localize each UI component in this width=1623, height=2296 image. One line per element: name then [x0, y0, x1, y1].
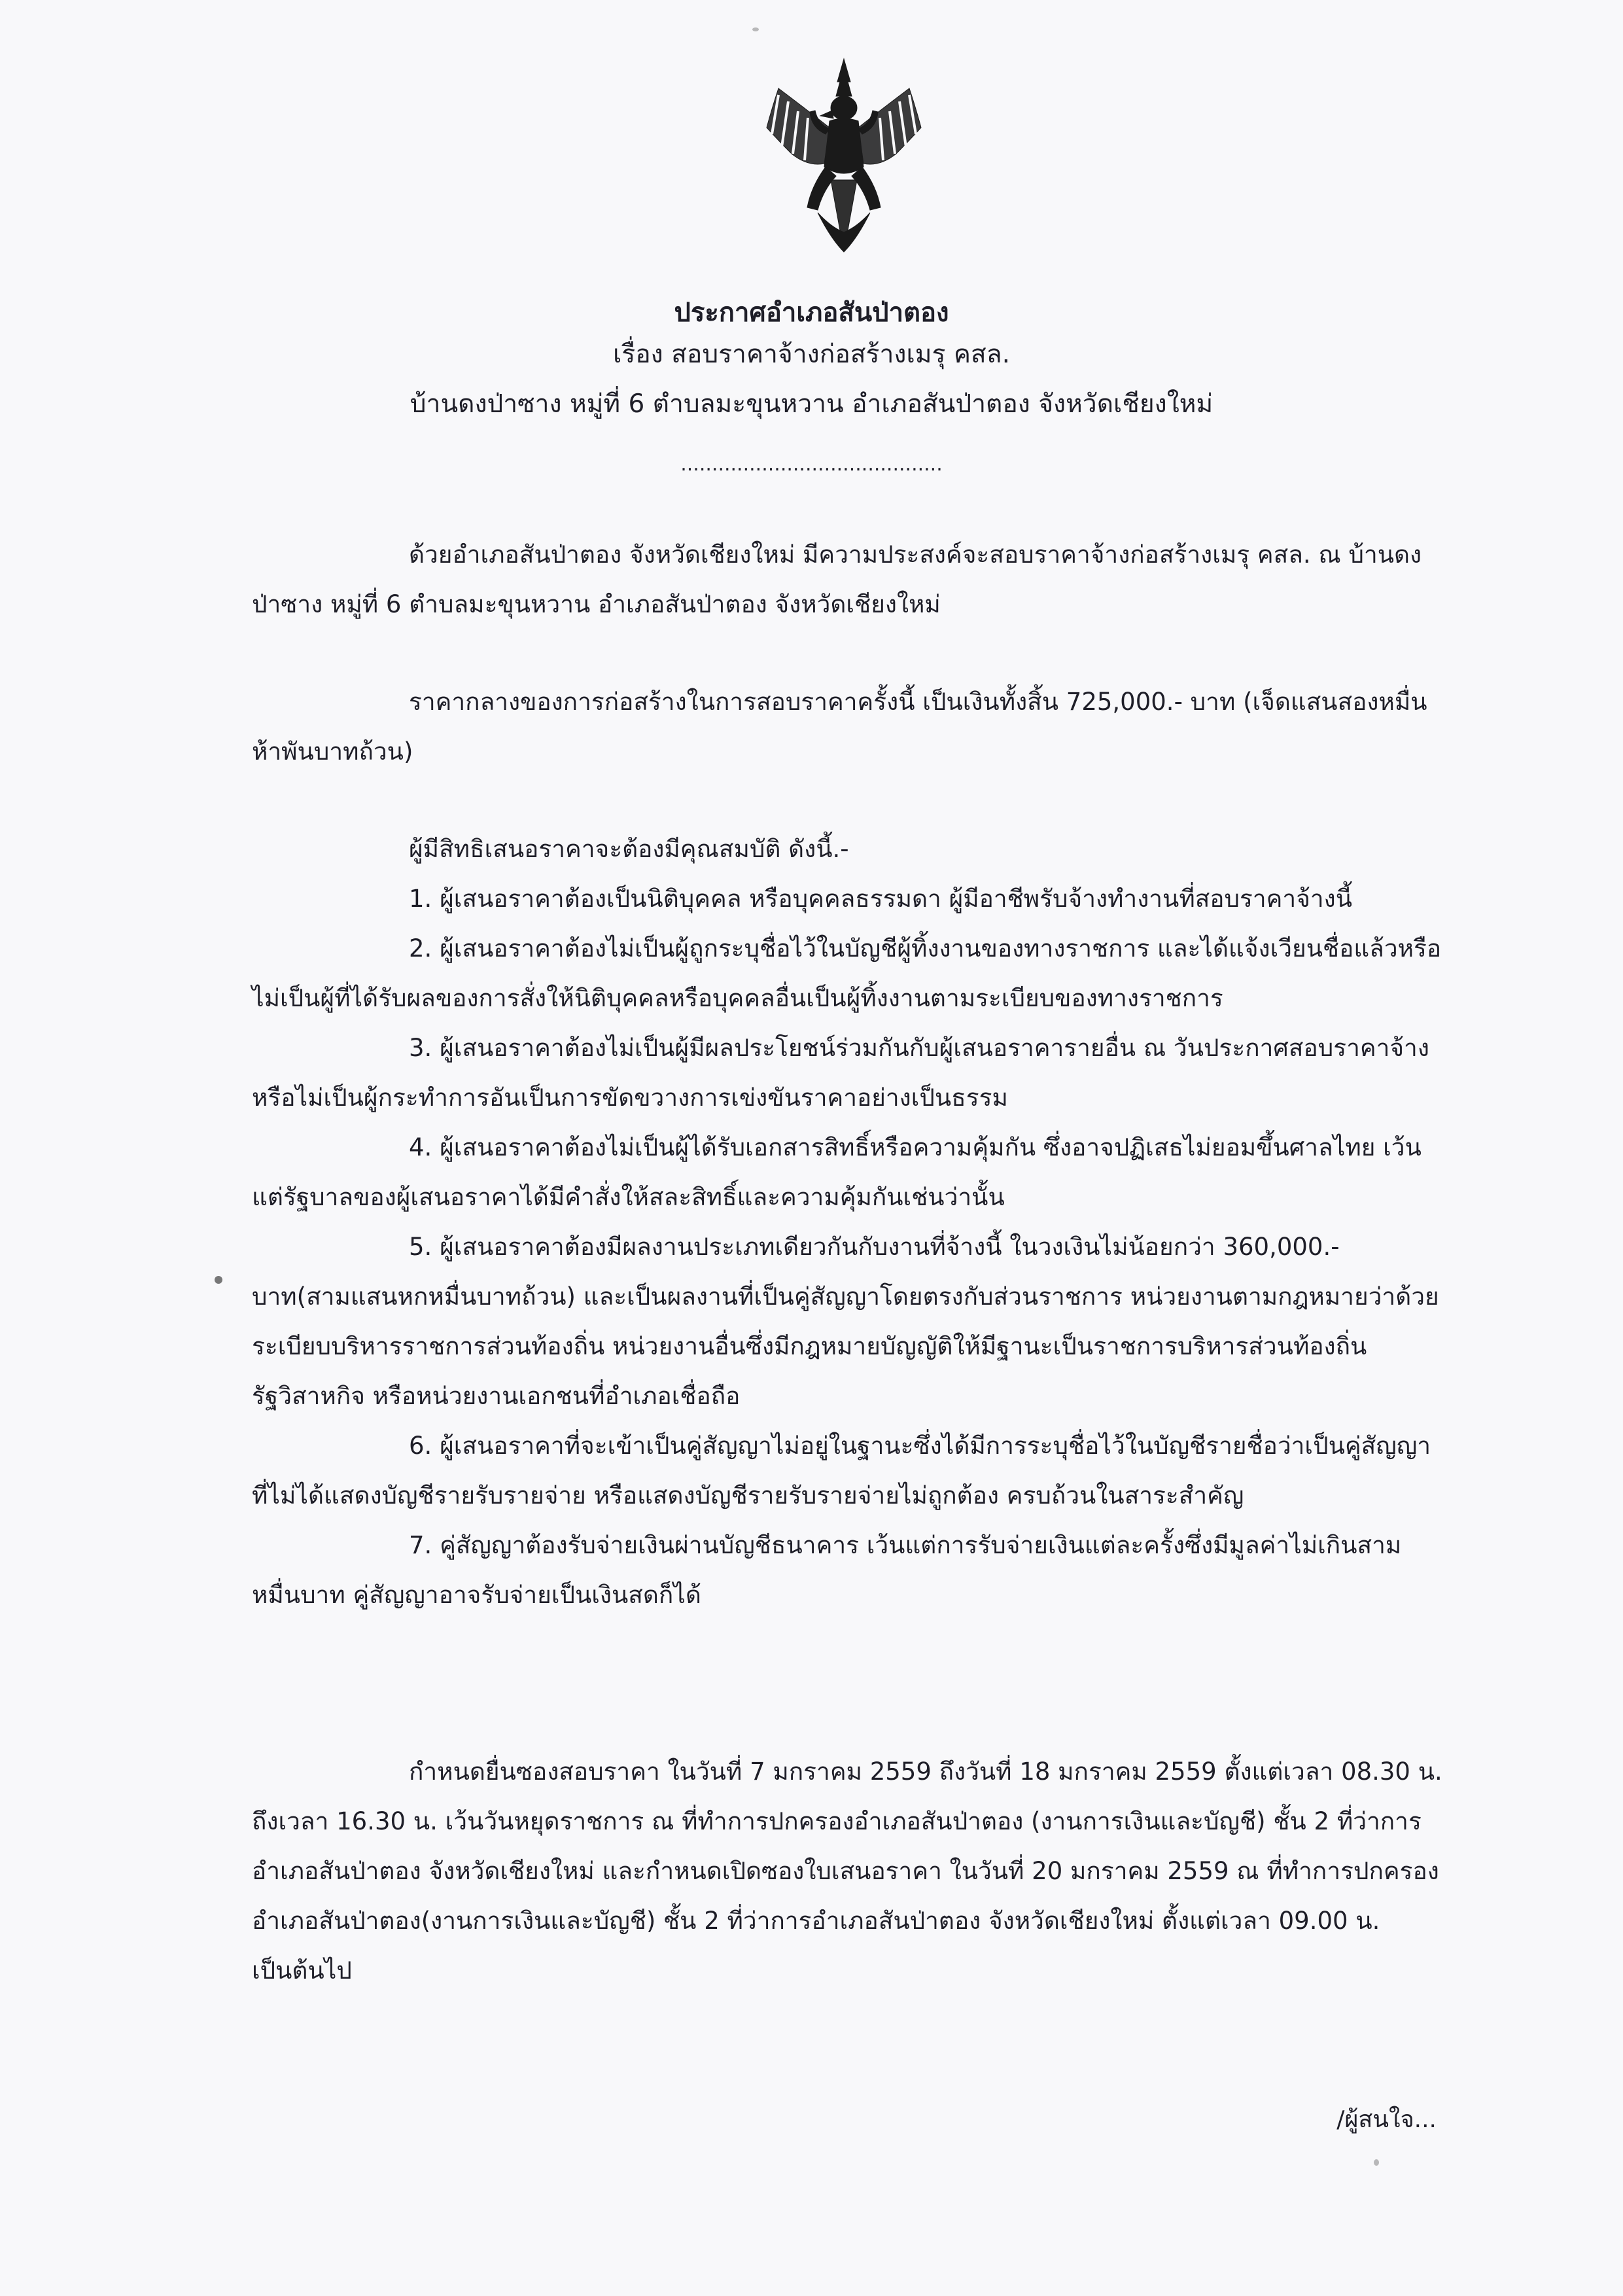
announcement-title: ประกาศอำเภอสันป่าตอง	[674, 298, 949, 328]
announcement-subject: เรื่อง สอบราคาจ้างก่อสร้างเมรุ คสล.	[612, 340, 1011, 369]
qualifications-intro: ผู้มีสิทธิเสนอราคาจะต้องมีคุณสมบัติ ดังนี้.-	[409, 835, 849, 863]
dates-paragraph	[252, 1747, 1442, 1996]
qualification-item: 6. ผู้เสนอราคาที่จะเข้าเป็นคู่สัญญาไม่อยู่ในฐานะซึ่งได้มีการระบุชื่อไว้ในบัญชีรายชื่อว่าเป็นคู่สัญญาที่ไม่ได้แสดงบัญชีรายรับรายจ่าย หรือแสดงบัญชีรายรับรายจ่ายไม่ถูกต้อง ครบถ้วนในสาระสำคัญ	[252, 1432, 1431, 1510]
header-separator: ..........................................	[680, 453, 943, 476]
qualification-item: 1. ผู้เสนอราคาต้องเป็นนิติบุคคล หรือบุคคลธรรมดา ผู้มีอาชีพรับจ้างทำงานที่สอบราคาจ้างนี้	[409, 885, 1353, 913]
garuda-emblem-icon	[752, 56, 935, 265]
qualification-item: 3. ผู้เสนอราคาต้องไม่เป็นผู้มีผลประโยชน์ร่วมกันกับผู้เสนอราคารายอื่น ณ วันประกาศสอบราคาจ้างหรือไม่เป็นผู้กระทำการอันเป็นการขัดขวางการเข่งขันราคาอย่างเป็นธรรม	[252, 1034, 1429, 1112]
qualifications-section	[252, 824, 1442, 1620]
intro-paragraph	[252, 530, 1442, 629]
price-paragraph	[252, 677, 1442, 777]
qualification-item: 4. ผู้เสนอราคาต้องไม่เป็นผู้ได้รับเอกสารสิทธิ์หรือความคุ้มกัน ซึ่งอาจปฏิเสธไม่ยอมขึ้นศาลไทย เว้นแต่รัฐบาลของผู้เสนอราคาได้มีคำสั่งให้สละสิทธิ์และความคุ้มกันเช่นว่านั้น	[252, 1133, 1422, 1211]
scan-speck	[1374, 2159, 1379, 2166]
scan-speck	[752, 27, 759, 31]
qualification-item: 7. คู่สัญญาต้องรับจ่ายเงินผ่านบัญชีธนาคาร เว้นแต่การรับจ่ายเงินแต่ละครั้งซึ่งมีมูลค่าไม่เกินสามหมื่นบาท คู่สัญญาอาจรับจ่ายเป็นเงินสดก็ได้	[252, 1531, 1402, 1609]
qualification-item: 2. ผู้เสนอราคาต้องไม่เป็นผู้ถูกระบุชื่อไว้ในบัญชีผู้ทิ้งงานของทางราชการ และได้แจ้งเวียนชื่อแล้วหรือไม่เป็นผู้ที่ได้รับผลของการสั่งให้นิติบุคคลหรือบุคคลอื่นเป็นผู้ทิ้งงานตามระเบียบของทางราชการ	[252, 934, 1442, 1012]
price-text: ราคากลางของการก่อสร้างในการสอบราคาครั้งนี้ เป็นเงินทั้งสิ้น 725,000.- บาท (เจ็ดแสนสองหมื่นห้าพันบาทถ้วน)	[252, 688, 1427, 766]
dates-text: กำหนดยื่นซองสอบราคา ในวันที่ 7 มกราคม 2559 ถึงวันที่ 18 มกราคม 2559 ตั้งแต่เวลา 08.30 น. ถึงเวลา 16.30 น. เว้นวันหยุดราชการ ณ ที่ทำการปกครองอำเภอสันป่าตอง (งานการเงินและบัญชี) ชั้น 2 ที่ว่าการอำเภอสันป่าตอง จังหวัดเชียงใหม่ และกำหนดเปิดซองใบเสนอราคา ในวันที่ 20 มกราคม 2559 ณ ที่ทำการปกครองอำเภอสันป่าตอง(งานการเงินและบัญชี) ชั้น 2 ที่ว่าการอำเภอสันป่าตอง จังหวัดเชียงใหม่ ตั้งแต่เวลา 09.00 น. เป็นต้นไป	[252, 1757, 1442, 1985]
scan-speck	[215, 1276, 222, 1284]
announcement-location: บ้านดงป่าซาง หมู่ที่ 6 ตำบลมะขุนหวาน อำเภอสันป่าตอง จังหวัดเชียงใหม่	[410, 389, 1213, 419]
intro-text: ด้วยอำเภอสันป่าตอง จังหวัดเชียงใหม่ มีความประสงค์จะสอบราคาจ้างก่อสร้างเมรุ คสล. ณ บ้านดงป่าซาง หมู่ที่ 6 ตำบลมะขุนหวาน อำเภอสันป่าตอง จังหวัดเชียงใหม่	[252, 540, 1422, 618]
continuation-marker: /ผู้สนใจ...	[1336, 2106, 1437, 2133]
qualification-item: 5. ผู้เสนอราคาต้องมีผลงานประเภทเดียวกันกับงานที่จ้างนี้ ในวงเงินไม่น้อยกว่า 360,000.- บาท(สามแสนหกหมื่นบาทถ้วน) และเป็นผลงานที่เป็นคู่สัญญาโดยตรงกับส่วนราชการ หน่วยงานตามกฎหมายว่าด้วยระเบียบบริหารราชการส่วนท้องถิ่น หน่วยงานอื่นซึ่งมีกฎหมายบัญญัติให้มีฐานะเป็นราชการบริหารส่วนท้องถิ่น รัฐวิสาหกิจ หรือหน่วยงานเอกชนที่อำเภอเชื่อถือ	[252, 1233, 1439, 1410]
